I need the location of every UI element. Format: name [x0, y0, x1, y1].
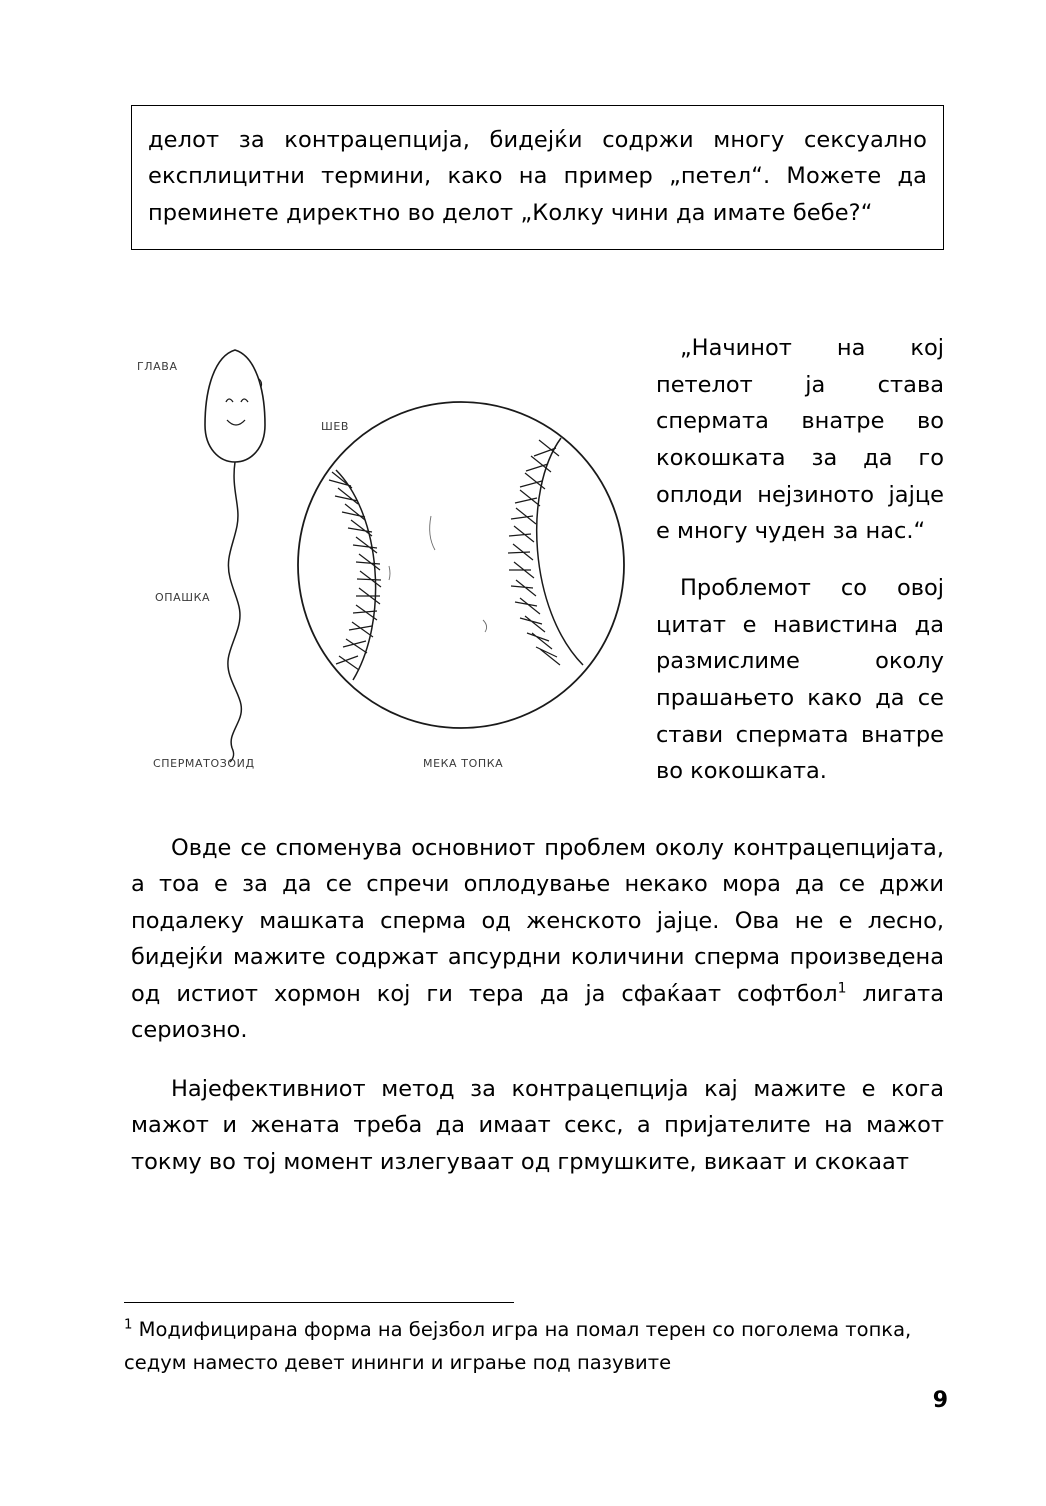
body-text	[131, 830, 944, 1202]
label-tail: ОПАШКА	[155, 591, 211, 604]
label-softball: МЕКА ТОПКА	[423, 757, 504, 770]
body-paragraph-2: Најефективниот метод за контрацепција кај мажите е кога мажот и жената треба да имаат секс, а пријателите на мажот токму во тој момент излегуваат од грмушките, викаат и скокаат	[131, 1075, 944, 1175]
footnote-reference: 1	[837, 980, 847, 997]
footnote-text	[124, 1314, 944, 1380]
body-paragraph-1-part1: Овде се споменува основниот проблем околу контрацепцијата, а тоа е за да се спречи оплодување некако мора да се држи подалеку машката сперма од женското јајце. Ова не е лесно, бидејќи мажите содржат апсурдни количини сперма произведена од истиот хормон кој ги тера да ја сфаќаат софтбол	[131, 835, 944, 1007]
label-seam: ШЕВ	[321, 420, 350, 433]
label-head: ГЛАВА	[137, 360, 178, 373]
label-spermatozoid: СПЕРМАТОЗОИД	[153, 757, 255, 770]
footnote-separator	[124, 1302, 514, 1303]
body-paragraph-1	[131, 830, 944, 1049]
illustration-svg	[131, 320, 651, 790]
pull-quote: „Начинот на кој петелот ја става спермата внатре во кокошката за да го оплоди нејзиното јајце е многу чуден за нас.“	[656, 335, 944, 545]
figure-and-column	[131, 320, 944, 820]
footnote-body: Модифицирана форма на бејзбол игра на помал терен со поголема топка, седум наместо девет ининги и играње под пазувите	[124, 1318, 912, 1374]
right-column-paragraph: Проблемот со овој цитат е навистина да размислиме околу прашањето како да се стави спермата внатре во кокошката.	[656, 575, 944, 785]
page-number: 9	[932, 1388, 948, 1413]
callout-box	[131, 105, 944, 250]
right-text-column	[656, 330, 944, 810]
footnote-marker: 1	[124, 1317, 133, 1333]
footnote-block	[124, 1314, 944, 1380]
callout-text: делот за контрацепција, бидејќи содржи многу сексуално експлицитни термини, како на пример „петел“. Можете да преминете директно во делот „Колку чини да имате бебе?“	[148, 127, 927, 226]
illustration-sperm-and-softball	[131, 320, 651, 790]
body-paragraph-1-part2: лигата сериозно.	[131, 980, 944, 1044]
